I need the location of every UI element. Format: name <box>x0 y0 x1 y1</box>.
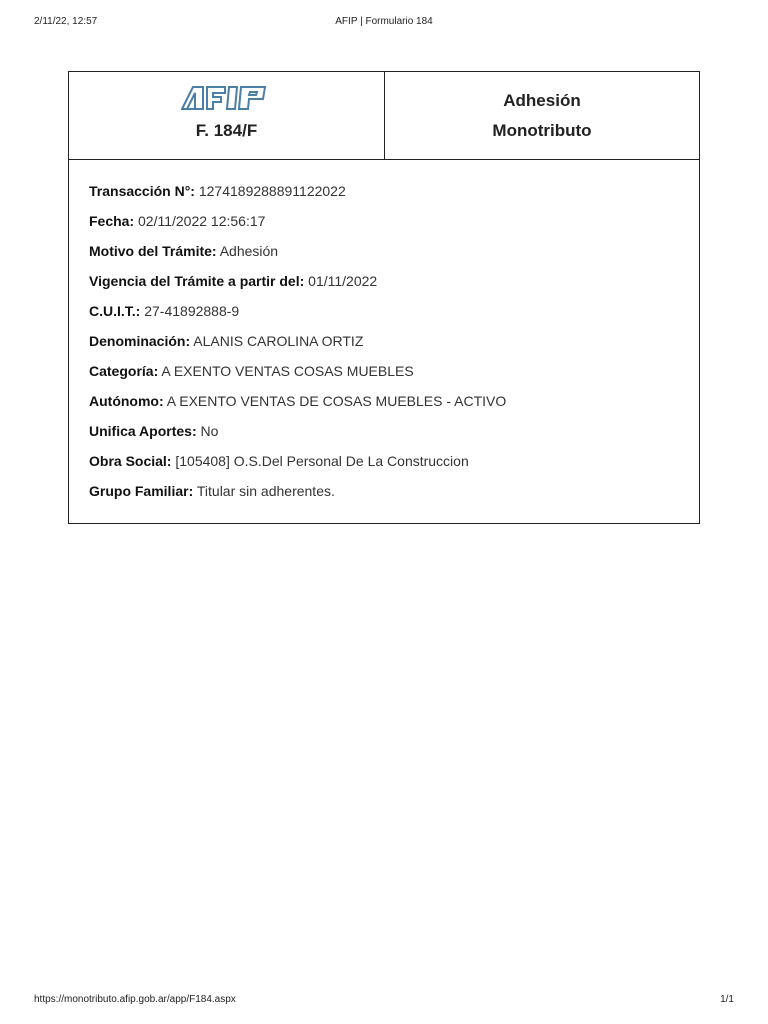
field-grupo-familiar <box>89 476 699 506</box>
field-value: Titular sin adherentes. <box>196 483 335 499</box>
form-header-left <box>69 72 385 159</box>
field-label: Motivo del Trámite: <box>89 243 217 259</box>
field-label: Grupo Familiar: <box>89 483 194 499</box>
field-value: 01/11/2022 <box>308 273 378 289</box>
field-value: ALANIS CAROLINA ORTIZ <box>193 333 364 349</box>
print-page-count: 1/1 <box>720 994 734 1005</box>
print-datetime: 2/11/22, 12:57 <box>34 16 98 27</box>
field-label: Fecha: <box>89 213 135 229</box>
field-value: 27-41892888-9 <box>144 303 240 319</box>
field-value: Adhesión <box>219 243 279 259</box>
print-url: https://monotributo.afip.gob.ar/app/F184.aspx <box>34 994 236 1005</box>
field-unifica-aportes <box>89 416 699 446</box>
field-cuit <box>89 296 699 326</box>
print-page-title: AFIP | Formulario 184 <box>335 16 433 27</box>
field-motivo <box>89 236 699 266</box>
field-fecha <box>89 206 699 236</box>
field-label: C.U.I.T.: <box>89 303 141 319</box>
field-value: A EXENTO VENTAS DE COSAS MUEBLES - ACTIVO <box>166 393 507 409</box>
field-autonomo <box>89 386 699 416</box>
transaction-details <box>69 160 699 506</box>
form-184-card <box>68 71 700 524</box>
field-denominacion <box>89 326 699 356</box>
form-code: F. 184/F <box>195 121 258 140</box>
field-value: A EXENTO VENTAS COSAS MUEBLES <box>161 363 414 379</box>
form-title-line2: Monotributo <box>492 120 592 140</box>
field-value: 1274189288891122022 <box>198 183 346 199</box>
field-categoria <box>89 356 699 386</box>
field-label: Obra Social: <box>89 453 172 469</box>
field-label: Unifica Aportes: <box>89 423 197 439</box>
field-label: Vigencia del Trámite a partir del: <box>89 273 305 289</box>
field-value: No <box>200 423 219 439</box>
field-obra-social <box>89 446 699 476</box>
form-title-line1: Adhesión <box>503 90 581 110</box>
field-label: Transacción N°: <box>89 183 195 199</box>
field-transaccion <box>89 176 699 206</box>
field-vigencia <box>89 266 699 296</box>
field-label: Categoría: <box>89 363 159 379</box>
field-label: Autónomo: <box>89 393 164 409</box>
field-label: Denominación: <box>89 333 191 349</box>
form-header <box>69 72 699 160</box>
afip-logo <box>181 85 273 111</box>
field-value: 02/11/2022 12:56:17 <box>138 213 266 229</box>
field-value: [105408] O.S.Del Personal De La Construccion <box>175 453 469 469</box>
form-header-right <box>385 72 699 159</box>
